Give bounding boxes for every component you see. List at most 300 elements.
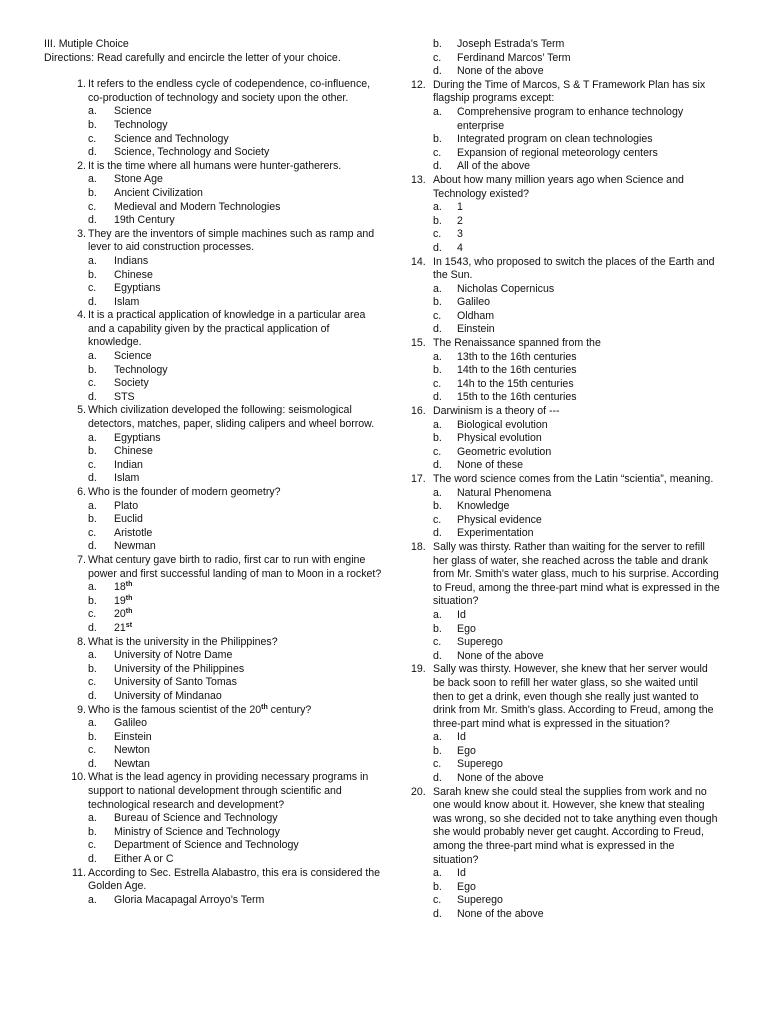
- question-number: 7.: [77, 553, 86, 566]
- question-stem: [44, 404, 382, 431]
- option-letter: d.: [433, 908, 442, 920]
- option-letter: c.: [88, 608, 97, 621]
- option-letter: d.: [433, 160, 442, 173]
- option-text-main: Geometric evolution: [457, 445, 552, 458]
- option-text: [114, 105, 382, 119]
- option-text-main: 14h to the 15th centuries: [457, 377, 574, 390]
- option-text: [457, 527, 721, 541]
- option-text-main: Galileo: [457, 296, 490, 309]
- answer-option[interactable]: [411, 772, 721, 786]
- option-letter: a.: [88, 499, 97, 512]
- option-letter: d.: [433, 391, 442, 404]
- option-text-main: Stone Age: [114, 173, 163, 186]
- option-letter: a.: [433, 731, 442, 744]
- option-text-main: Plato: [114, 499, 139, 512]
- answer-option[interactable]: [411, 351, 721, 365]
- answer-option[interactable]: [411, 378, 721, 392]
- question-6: [44, 486, 382, 554]
- option-text: [457, 310, 721, 324]
- answer-option[interactable]: [411, 527, 721, 541]
- answer-option[interactable]: [44, 364, 382, 378]
- option-letter: b.: [433, 432, 442, 445]
- option-text: [457, 731, 721, 745]
- option-text-main: Science: [114, 105, 152, 118]
- option-text-main: Newton: [114, 744, 150, 757]
- option-letter: d.: [433, 65, 442, 78]
- option-text-main: Medieval and Modern Technologies: [114, 200, 281, 213]
- option-text-main: 15th to the 16th centuries: [457, 391, 577, 404]
- option-letter: b.: [433, 296, 442, 309]
- question-text-main: According to Sec. Estrella Alabastro, this era is considered the Golden Age.: [88, 866, 381, 893]
- answer-option[interactable]: [411, 242, 721, 256]
- option-letter: c.: [433, 377, 442, 390]
- answer-option[interactable]: [411, 160, 721, 174]
- option-text: [114, 676, 382, 690]
- answer-option[interactable]: [44, 445, 382, 459]
- option-text: [114, 364, 382, 378]
- answer-option[interactable]: [411, 609, 721, 623]
- left-column: [44, 38, 382, 907]
- option-text-main: None of the above: [457, 772, 544, 785]
- option-text: [457, 758, 721, 772]
- answer-option[interactable]: [411, 908, 721, 922]
- answer-option[interactable]: [411, 419, 721, 433]
- answer-option[interactable]: [44, 595, 382, 609]
- answer-option[interactable]: [411, 65, 721, 79]
- option-text-main: None of the above: [457, 65, 544, 78]
- option-text-main: Ego: [457, 744, 476, 757]
- answer-option[interactable]: [44, 214, 382, 228]
- question-stem: [411, 663, 721, 731]
- answer-option[interactable]: [44, 540, 382, 554]
- answer-option[interactable]: [44, 282, 382, 296]
- answer-option[interactable]: [411, 758, 721, 772]
- option-text-main: None of the above: [457, 649, 544, 662]
- question-number: 13.: [411, 173, 426, 186]
- question-text: [88, 867, 382, 894]
- answer-option[interactable]: [411, 500, 721, 514]
- question-18: [411, 541, 721, 663]
- answer-option[interactable]: [44, 201, 382, 215]
- answer-option[interactable]: [411, 514, 721, 528]
- option-letter: c.: [88, 200, 97, 213]
- option-text-main: Society: [114, 377, 149, 390]
- option-letter: a.: [433, 201, 442, 214]
- option-text: [457, 446, 721, 460]
- answer-option[interactable]: [411, 894, 721, 908]
- option-letter: a.: [88, 893, 97, 906]
- option-text: [114, 812, 382, 826]
- question-stem: [44, 771, 382, 812]
- directions-text: Directions: Read carefully and encircle the letter of your choice.: [44, 51, 341, 64]
- answer-option[interactable]: [411, 296, 721, 310]
- option-text-main: 1: [457, 201, 463, 214]
- option-text: [457, 609, 721, 623]
- question-number: 19.: [411, 663, 426, 676]
- option-letter: d.: [433, 323, 442, 336]
- question-text-main: About how many million years ago when Science and Technology existed?: [433, 173, 684, 200]
- option-text: [457, 201, 721, 215]
- answer-option[interactable]: [44, 500, 382, 514]
- question-text: [88, 160, 382, 174]
- option-text-main: Einstein: [114, 730, 152, 743]
- option-text-main: Id: [457, 867, 466, 880]
- option-letter: b.: [433, 744, 442, 757]
- question-text: [433, 405, 721, 419]
- answer-option[interactable]: [411, 38, 721, 52]
- answer-option[interactable]: [44, 146, 382, 160]
- option-letter: d.: [88, 853, 97, 866]
- question-8: [44, 636, 382, 704]
- option-letter: c.: [88, 458, 97, 471]
- question-15: [411, 337, 721, 405]
- answer-option[interactable]: [411, 323, 721, 337]
- question-stem: [411, 405, 721, 419]
- answer-option[interactable]: [44, 269, 382, 283]
- option-text: [114, 839, 382, 853]
- question-10: [44, 771, 382, 866]
- answer-option[interactable]: [44, 717, 382, 731]
- answer-option[interactable]: [44, 255, 382, 269]
- right-question-list: [411, 79, 721, 922]
- option-text: [457, 623, 721, 637]
- question-5: [44, 404, 382, 486]
- answer-option[interactable]: [44, 731, 382, 745]
- question-number: 14.: [411, 255, 426, 268]
- option-letter: c.: [88, 839, 97, 852]
- option-letter: a.: [88, 581, 97, 594]
- answer-option[interactable]: [44, 377, 382, 391]
- option-text: [114, 445, 382, 459]
- option-text: [114, 717, 382, 731]
- question-stem: [411, 337, 721, 351]
- option-letter: b.: [88, 118, 97, 131]
- option-letter: a.: [433, 282, 442, 295]
- option-letter: d.: [88, 689, 97, 702]
- option-text: [114, 472, 382, 486]
- question-4: [44, 309, 382, 404]
- answer-option[interactable]: [411, 391, 721, 405]
- option-text-main: Technology: [114, 363, 168, 376]
- option-text: [114, 377, 382, 391]
- question-superscript: th: [261, 703, 268, 711]
- option-text: [457, 772, 721, 786]
- option-text-main: Indian: [114, 458, 143, 471]
- option-text: [114, 187, 382, 201]
- question-text-main: What century gave birth to radio, first car to run with engine power and first successful landing of man to Moon in a rocket?: [88, 553, 382, 580]
- right-column: [411, 38, 721, 922]
- answer-option[interactable]: [44, 133, 382, 147]
- option-text: [114, 133, 382, 147]
- option-text: [457, 52, 721, 66]
- question-number: 15.: [411, 337, 426, 350]
- option-letter: d.: [88, 390, 97, 403]
- question-text: [433, 786, 721, 868]
- option-letter: d.: [88, 146, 97, 159]
- question-number: 12.: [411, 78, 426, 91]
- question-20: [411, 786, 721, 922]
- answer-option[interactable]: [411, 364, 721, 378]
- option-text-main: Technology: [114, 118, 168, 131]
- question-text-main: They are the inventors of simple machines such as ramp and lever to aid construction processes.: [88, 227, 375, 254]
- option-letter: b.: [433, 622, 442, 635]
- answer-option[interactable]: [44, 826, 382, 840]
- question-number: 11.: [72, 866, 86, 879]
- answer-option[interactable]: [44, 527, 382, 541]
- question-number: 3.: [77, 227, 86, 240]
- answer-option[interactable]: [411, 446, 721, 460]
- option-text-main: Superego: [457, 758, 503, 771]
- answer-option[interactable]: [44, 690, 382, 704]
- answer-option[interactable]: [411, 623, 721, 637]
- answer-option[interactable]: [44, 105, 382, 119]
- answer-option[interactable]: [44, 350, 382, 364]
- question-text-main: Sally was thirsty. Rather than waiting for the server to refill her glass of water, she reached across the table and drank from Mr. Smith's water glass, much to his surprise. According to Freud, among the three-part mind what is expressed in the situation?: [433, 540, 720, 608]
- answer-option[interactable]: [411, 201, 721, 215]
- option-text-main: Biological evolution: [457, 418, 548, 431]
- option-text-main: Bureau of Science and Technology: [114, 812, 278, 825]
- option-text: [114, 622, 382, 636]
- question-14: [411, 256, 721, 338]
- question-number: 9.: [77, 703, 86, 716]
- answer-option[interactable]: [44, 119, 382, 133]
- question-text-main: Who is the famous scientist of the 20: [88, 703, 262, 716]
- answer-option[interactable]: [411, 731, 721, 745]
- option-text-main: All of the above: [457, 160, 531, 173]
- question-number: 20.: [411, 785, 426, 798]
- answer-option[interactable]: [411, 133, 721, 147]
- option-text: [114, 173, 382, 187]
- question-text: [433, 79, 721, 106]
- option-letter: a.: [88, 350, 97, 363]
- option-letter: d.: [88, 757, 97, 770]
- option-letter: b.: [88, 513, 97, 526]
- answer-option[interactable]: [44, 173, 382, 187]
- option-letter: d.: [433, 527, 442, 540]
- answer-option[interactable]: [44, 296, 382, 310]
- option-text-main: Einstein: [457, 323, 495, 336]
- option-text: [114, 731, 382, 745]
- option-text-main: Natural Phenomena: [457, 486, 552, 499]
- answer-option[interactable]: [44, 839, 382, 853]
- option-text: [114, 826, 382, 840]
- question-text: [88, 704, 382, 718]
- option-text-main: Physical evidence: [457, 513, 542, 526]
- option-text: [114, 527, 382, 541]
- answer-option[interactable]: [411, 636, 721, 650]
- answer-option[interactable]: [44, 608, 382, 622]
- question-stem: [44, 228, 382, 255]
- option-letter: d.: [88, 540, 97, 553]
- option-text-main: Physical evolution: [457, 432, 542, 445]
- answer-option[interactable]: [411, 432, 721, 446]
- option-text-main: STS: [114, 390, 135, 403]
- option-text-main: Egyptians: [114, 282, 161, 295]
- question-number: 1.: [77, 78, 86, 91]
- option-text-main: Science and Technology: [114, 132, 229, 145]
- answer-option[interactable]: [44, 581, 382, 595]
- option-superscript: th: [125, 594, 133, 602]
- option-text: [457, 908, 721, 922]
- option-text: [457, 745, 721, 759]
- question-text-main: It is a practical application of knowledge in a particular area and a capability given by the practical application of knowledge.: [88, 309, 366, 349]
- option-text: [457, 215, 721, 229]
- answer-option[interactable]: [411, 228, 721, 242]
- option-letter: a.: [433, 608, 442, 621]
- option-letter: c.: [88, 676, 97, 689]
- option-superscript: th: [125, 581, 133, 589]
- answer-option[interactable]: [411, 52, 721, 66]
- answer-option[interactable]: [44, 459, 382, 473]
- option-text-main: Gloria Macapagal Arroyo’s Term: [114, 893, 265, 906]
- option-text-main: Expansion of regional meteorology centers: [457, 146, 658, 159]
- question-text-main: Who is the founder of modern geometry?: [88, 486, 281, 498]
- option-text: [114, 500, 382, 514]
- option-text: [114, 581, 382, 595]
- option-letter: a.: [433, 418, 442, 431]
- option-letter: c.: [433, 146, 442, 159]
- question-7: [44, 554, 382, 636]
- option-letter: a.: [433, 350, 442, 363]
- option-text-main: Superego: [457, 894, 503, 907]
- answer-option[interactable]: [44, 649, 382, 663]
- option-text: [114, 595, 382, 609]
- option-letter: a.: [433, 105, 442, 118]
- answer-option[interactable]: [44, 472, 382, 486]
- option-text: [457, 133, 721, 147]
- answer-option[interactable]: [411, 487, 721, 501]
- option-text-main: Indians: [114, 254, 149, 267]
- option-text-main: 14th to the 16th centuries: [457, 364, 577, 377]
- option-text: [457, 432, 721, 446]
- answer-option[interactable]: [44, 758, 382, 772]
- option-text-main: Ministry of Science and Technology: [114, 825, 280, 838]
- answer-option[interactable]: [411, 310, 721, 324]
- option-text: [457, 419, 721, 433]
- answer-option[interactable]: [411, 283, 721, 297]
- option-text: [457, 323, 721, 337]
- question-stem: [44, 554, 382, 581]
- answer-option[interactable]: [44, 744, 382, 758]
- answer-option[interactable]: [411, 147, 721, 161]
- option-text: [114, 690, 382, 704]
- option-text-main: Nicholas Copernicus: [457, 282, 555, 295]
- option-letter: b.: [88, 445, 97, 458]
- answer-option[interactable]: [44, 513, 382, 527]
- option-letter: c.: [88, 744, 97, 757]
- option-text-main: Superego: [457, 636, 503, 649]
- option-letter: c.: [88, 377, 97, 390]
- question-stem: [44, 309, 382, 350]
- answer-option[interactable]: [44, 894, 382, 908]
- option-text: [457, 881, 721, 895]
- option-letter: b.: [433, 880, 442, 893]
- question-stem: [44, 160, 382, 174]
- answer-option[interactable]: [44, 676, 382, 690]
- option-text: [457, 650, 721, 664]
- answer-option[interactable]: [44, 853, 382, 867]
- option-letter: a.: [88, 812, 97, 825]
- option-text-main: University of Mindanao: [114, 689, 222, 702]
- question-text: [433, 541, 721, 609]
- question-text-main: The Renaissance spanned from the: [433, 337, 601, 350]
- option-text-main: Aristotle: [114, 526, 153, 539]
- question-number: 8.: [77, 635, 86, 648]
- answer-option[interactable]: [44, 663, 382, 677]
- option-text: [457, 867, 721, 881]
- option-text-main: Joseph Estrada’s Term: [457, 38, 565, 50]
- answer-option[interactable]: [411, 459, 721, 473]
- question-stem: [411, 473, 721, 487]
- question-number: 16.: [411, 405, 426, 418]
- answer-option[interactable]: [411, 106, 721, 133]
- section-title: III. Mutiple Choice: [44, 38, 129, 50]
- question-stem: [44, 78, 382, 105]
- question-stem: [411, 541, 721, 609]
- option-text: [457, 283, 721, 297]
- exam-header: [44, 38, 382, 65]
- question-text: [88, 78, 382, 105]
- option-text: [114, 663, 382, 677]
- question-3: [44, 228, 382, 310]
- answer-option[interactable]: [44, 812, 382, 826]
- option-text-main: 4: [457, 241, 463, 254]
- question-1: [44, 78, 382, 160]
- answer-option[interactable]: [411, 867, 721, 881]
- option-text-main: Ego: [457, 880, 476, 893]
- question-text-main: Sarah knew she could steal the supplies from work and no one would know about it. However, she knew that stealing was wrong, so she decided not to take anything even though she would probably never get caught. According to Freud, among the three-part mind what is expressed in the situation?: [433, 785, 718, 866]
- option-text: [114, 296, 382, 310]
- option-letter: b.: [88, 186, 97, 199]
- option-text: [114, 214, 382, 228]
- option-text-main: Chinese: [114, 445, 153, 458]
- answer-option[interactable]: [411, 650, 721, 664]
- question-text-main: Darwinism is a theory of ---: [433, 405, 560, 418]
- answer-option[interactable]: [44, 432, 382, 446]
- option-text: [114, 269, 382, 283]
- option-text: [457, 351, 721, 365]
- answer-option[interactable]: [44, 187, 382, 201]
- answer-option[interactable]: [44, 622, 382, 636]
- question-text-main: Sally was thirsty. However, she knew that her server would be back soon to refill her water glass, so she waited until then to get a drink, even though she really just wanted to drink from Mr. Smith's glass. According to Freud, among the three-part mind what is expressed in the situation?: [433, 663, 714, 730]
- question-text-main: The word science comes from the Latin “scientia”, meaning.: [433, 473, 714, 485]
- option-text-main: 19: [114, 594, 126, 607]
- option-text-main: Oldham: [457, 309, 495, 322]
- answer-option[interactable]: [44, 391, 382, 405]
- question-text: [88, 554, 382, 581]
- option-text: [114, 608, 382, 622]
- question-stem: [44, 867, 382, 894]
- option-letter: b.: [88, 662, 97, 675]
- option-text-main: Id: [457, 731, 466, 744]
- answer-option[interactable]: [411, 881, 721, 895]
- question-stem: [44, 704, 382, 718]
- question-stem: [44, 486, 382, 500]
- left-question-list: [44, 78, 382, 907]
- option-text: [114, 282, 382, 296]
- answer-option[interactable]: [411, 215, 721, 229]
- question-stem: [44, 636, 382, 650]
- option-letter: a.: [433, 486, 442, 499]
- option-superscript: th: [125, 608, 133, 616]
- option-letter: c.: [433, 51, 442, 64]
- option-letter: b.: [88, 730, 97, 743]
- question-text: [433, 256, 721, 283]
- answer-option[interactable]: [411, 745, 721, 759]
- option-text: [114, 744, 382, 758]
- option-text-main: Science, Technology and Society: [114, 146, 270, 159]
- question-text-main: In 1543, who proposed to switch the places of the Earth and the Sun.: [433, 255, 715, 282]
